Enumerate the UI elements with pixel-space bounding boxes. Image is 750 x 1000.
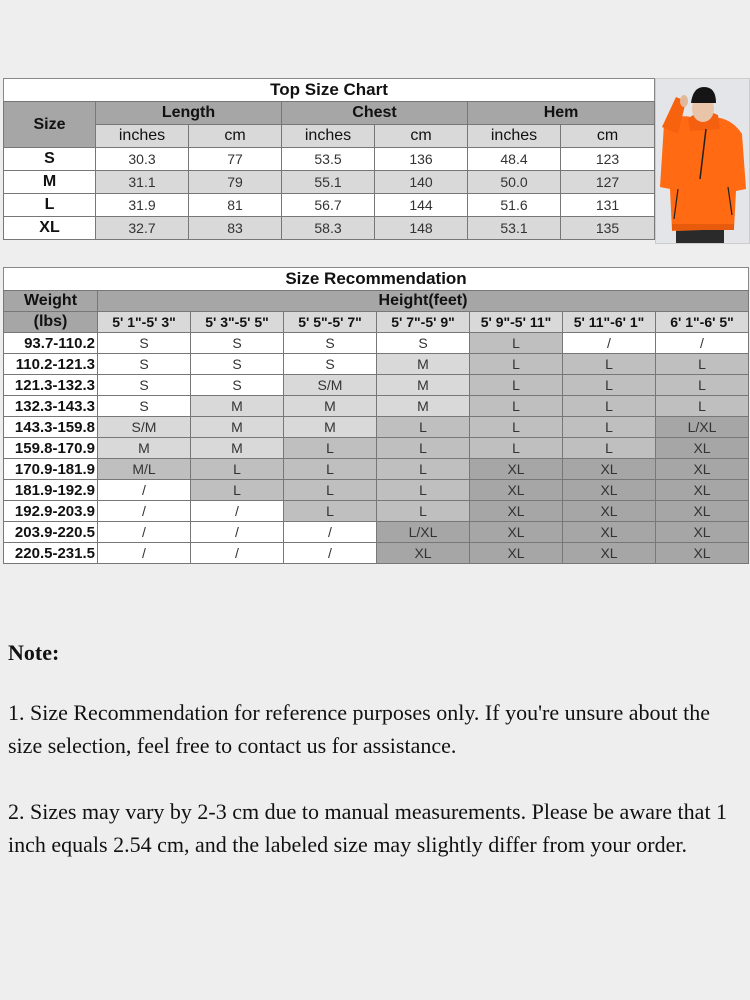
recommended-size-cell: XL: [470, 501, 563, 522]
recommended-size-cell: S/M: [284, 375, 377, 396]
top-chart-group-row: [4, 102, 655, 125]
size-recommendation-table: [3, 267, 749, 564]
recommended-size-cell: M: [284, 417, 377, 438]
height-range-header: 5' 9"-5' 11": [470, 312, 563, 333]
size-row: [4, 194, 655, 217]
recommended-size-cell: M: [191, 438, 284, 459]
height-header: Height(feet): [98, 291, 749, 312]
recommended-size-cell: L: [284, 459, 377, 480]
top-chart-unit-row: [4, 125, 655, 148]
weight-range: 110.2-121.3: [4, 354, 98, 375]
weight-unit-header: (lbs): [4, 312, 98, 333]
recommended-size-cell: L/XL: [377, 522, 470, 543]
recommended-size-cell: M/L: [98, 459, 191, 480]
recommended-size-cell: L: [470, 396, 563, 417]
size-column-header: Size: [4, 102, 96, 148]
measurement-cell: 123: [561, 148, 655, 171]
measurement-cell: 58.3: [282, 217, 375, 240]
measurement-cell: 31.9: [96, 194, 189, 217]
recommended-size-cell: XL: [563, 522, 656, 543]
unit-header: inches: [468, 125, 561, 148]
weight-row: [4, 354, 749, 375]
recommended-size-cell: L: [191, 480, 284, 501]
recommended-size-cell: S: [191, 354, 284, 375]
recommended-size-cell: XL: [377, 543, 470, 564]
measurement-cell: 32.7: [96, 217, 189, 240]
recommended-size-cell: L: [563, 375, 656, 396]
recommended-size-cell: /: [284, 543, 377, 564]
weight-range: 170.9-181.9: [4, 459, 98, 480]
recommended-size-cell: XL: [656, 480, 749, 501]
measurement-cell: 56.7: [282, 194, 375, 217]
product-photo: [655, 78, 750, 244]
weight-range: 220.5-231.5: [4, 543, 98, 564]
height-range-row: [4, 312, 749, 333]
weight-row: [4, 396, 749, 417]
recommended-size-cell: L: [470, 354, 563, 375]
size-label: XL: [4, 217, 96, 240]
measurement-cell: 135: [561, 217, 655, 240]
recommended-size-cell: XL: [563, 459, 656, 480]
top-chart-title: Top Size Chart: [4, 79, 655, 102]
measurement-cell: 53.5: [282, 148, 375, 171]
recommended-size-cell: /: [563, 333, 656, 354]
weight-range: 159.8-170.9: [4, 438, 98, 459]
measurement-cell: 81: [189, 194, 282, 217]
weight-range: 132.3-143.3: [4, 396, 98, 417]
length-group-header: Length: [96, 102, 282, 125]
weight-row: [4, 522, 749, 543]
recommended-size-cell: XL: [470, 522, 563, 543]
top-size-chart-table: [3, 78, 655, 240]
recommended-size-cell: L: [563, 396, 656, 417]
recommended-size-cell: S: [284, 354, 377, 375]
weight-range: 181.9-192.9: [4, 480, 98, 501]
recommended-size-cell: L: [191, 459, 284, 480]
unit-header: cm: [375, 125, 468, 148]
recommended-size-cell: XL: [470, 480, 563, 501]
height-range-header: 5' 11"-6' 1": [563, 312, 656, 333]
recommended-size-cell: L: [656, 396, 749, 417]
measurement-cell: 48.4: [468, 148, 561, 171]
measurement-cell: 50.0: [468, 171, 561, 194]
height-range-header: 5' 7"-5' 9": [377, 312, 470, 333]
height-range-header: 5' 5"-5' 7": [284, 312, 377, 333]
measurement-cell: 148: [375, 217, 468, 240]
measurement-cell: 136: [375, 148, 468, 171]
recommended-size-cell: /: [98, 501, 191, 522]
recommended-size-cell: L: [377, 459, 470, 480]
recommended-size-cell: L: [377, 501, 470, 522]
recommended-size-cell: XL: [470, 543, 563, 564]
recommendation-title-row: [4, 268, 749, 291]
size-label: L: [4, 194, 96, 217]
measurement-cell: 127: [561, 171, 655, 194]
hem-group-header: Hem: [468, 102, 655, 125]
recommended-size-cell: L: [563, 438, 656, 459]
recommended-size-cell: M: [191, 396, 284, 417]
measurement-cell: 79: [189, 171, 282, 194]
height-range-header: 5' 1"-5' 3": [98, 312, 191, 333]
recommended-size-cell: /: [98, 522, 191, 543]
recommended-size-cell: M: [98, 438, 191, 459]
top-chart-body: [4, 148, 655, 240]
weight-row: [4, 543, 749, 564]
recommended-size-cell: S: [377, 333, 470, 354]
recommended-size-cell: L/XL: [656, 417, 749, 438]
recommended-size-cell: L: [377, 438, 470, 459]
recommended-size-cell: S: [191, 375, 284, 396]
measurement-cell: 53.1: [468, 217, 561, 240]
measurement-cell: 83: [189, 217, 282, 240]
recommended-size-cell: L: [377, 417, 470, 438]
recommended-size-cell: L: [470, 375, 563, 396]
recommendation-title: Size Recommendation: [4, 268, 749, 291]
unit-header: cm: [189, 125, 282, 148]
recommended-size-cell: S: [284, 333, 377, 354]
unit-header: inches: [96, 125, 189, 148]
recommendation-header-row: [4, 291, 749, 312]
chest-group-header: Chest: [282, 102, 468, 125]
recommended-size-cell: S: [98, 333, 191, 354]
recommended-size-cell: S/M: [98, 417, 191, 438]
recommended-size-cell: XL: [656, 543, 749, 564]
recommended-size-cell: L: [377, 480, 470, 501]
recommended-size-cell: M: [377, 396, 470, 417]
recommended-size-cell: L: [563, 354, 656, 375]
measurement-cell: 51.6: [468, 194, 561, 217]
recommended-size-cell: S: [98, 354, 191, 375]
measurement-cell: 31.1: [96, 171, 189, 194]
recommended-size-cell: XL: [656, 459, 749, 480]
recommended-size-cell: /: [191, 501, 284, 522]
weight-row: [4, 438, 749, 459]
size-row: [4, 148, 655, 171]
size-label: S: [4, 148, 96, 171]
weight-row: [4, 417, 749, 438]
recommended-size-cell: L: [470, 438, 563, 459]
measurement-cell: 144: [375, 194, 468, 217]
recommended-size-cell: XL: [470, 459, 563, 480]
measurement-cell: 55.1: [282, 171, 375, 194]
size-label: M: [4, 171, 96, 194]
weight-row: [4, 333, 749, 354]
recommended-size-cell: /: [284, 522, 377, 543]
height-range-header: 6' 1"-6' 5": [656, 312, 749, 333]
orange-hooded-jacket-model-photo-icon: [656, 79, 749, 243]
notes-heading: Note:: [8, 640, 60, 665]
unit-header: cm: [561, 125, 655, 148]
recommended-size-cell: XL: [563, 543, 656, 564]
weight-range: 203.9-220.5: [4, 522, 98, 543]
weight-header: Weight: [4, 291, 98, 312]
recommended-size-cell: XL: [656, 438, 749, 459]
recommended-size-cell: L: [563, 417, 656, 438]
measurement-cell: 140: [375, 171, 468, 194]
weight-row: [4, 375, 749, 396]
note-item: 1. Size Recommendation for reference purposes only. If you're unsure about the size selection, feel free to contact us for assistance.: [8, 700, 711, 758]
recommended-size-cell: M: [377, 354, 470, 375]
recommended-size-cell: M: [191, 417, 284, 438]
recommendation-body: [4, 333, 749, 564]
measurement-cell: 131: [561, 194, 655, 217]
recommended-size-cell: XL: [563, 480, 656, 501]
recommended-size-cell: L: [284, 501, 377, 522]
recommended-size-cell: S: [98, 396, 191, 417]
notes-section: [8, 640, 743, 894]
note-item: 2. Sizes may vary by 2-3 cm due to manual measurements. Please be aware that 1 inch equals 2.54 cm, and the labeled size may slightly differ from your order.: [8, 799, 728, 857]
height-range-header: 5' 3"-5' 5": [191, 312, 284, 333]
recommended-size-cell: S: [98, 375, 191, 396]
weight-range: 121.3-132.3: [4, 375, 98, 396]
recommended-size-cell: XL: [563, 501, 656, 522]
weight-range: 93.7-110.2: [4, 333, 98, 354]
size-row: [4, 217, 655, 240]
recommended-size-cell: XL: [656, 501, 749, 522]
recommended-size-cell: L: [284, 480, 377, 501]
size-row: [4, 171, 655, 194]
recommended-size-cell: /: [656, 333, 749, 354]
unit-header: inches: [282, 125, 375, 148]
recommended-size-cell: L: [284, 438, 377, 459]
measurement-cell: 30.3: [96, 148, 189, 171]
recommended-size-cell: M: [377, 375, 470, 396]
weight-row: [4, 480, 749, 501]
recommended-size-cell: L: [470, 417, 563, 438]
recommended-size-cell: L: [470, 333, 563, 354]
recommended-size-cell: XL: [656, 522, 749, 543]
recommended-size-cell: /: [98, 480, 191, 501]
top-chart-title-row: [4, 79, 655, 102]
recommended-size-cell: S: [191, 333, 284, 354]
recommended-size-cell: M: [284, 396, 377, 417]
recommended-size-cell: L: [656, 375, 749, 396]
weight-range: 143.3-159.8: [4, 417, 98, 438]
recommended-size-cell: /: [98, 543, 191, 564]
weight-row: [4, 459, 749, 480]
weight-row: [4, 501, 749, 522]
recommended-size-cell: L: [656, 354, 749, 375]
recommended-size-cell: /: [191, 522, 284, 543]
weight-range: 192.9-203.9: [4, 501, 98, 522]
measurement-cell: 77: [189, 148, 282, 171]
recommended-size-cell: /: [191, 543, 284, 564]
